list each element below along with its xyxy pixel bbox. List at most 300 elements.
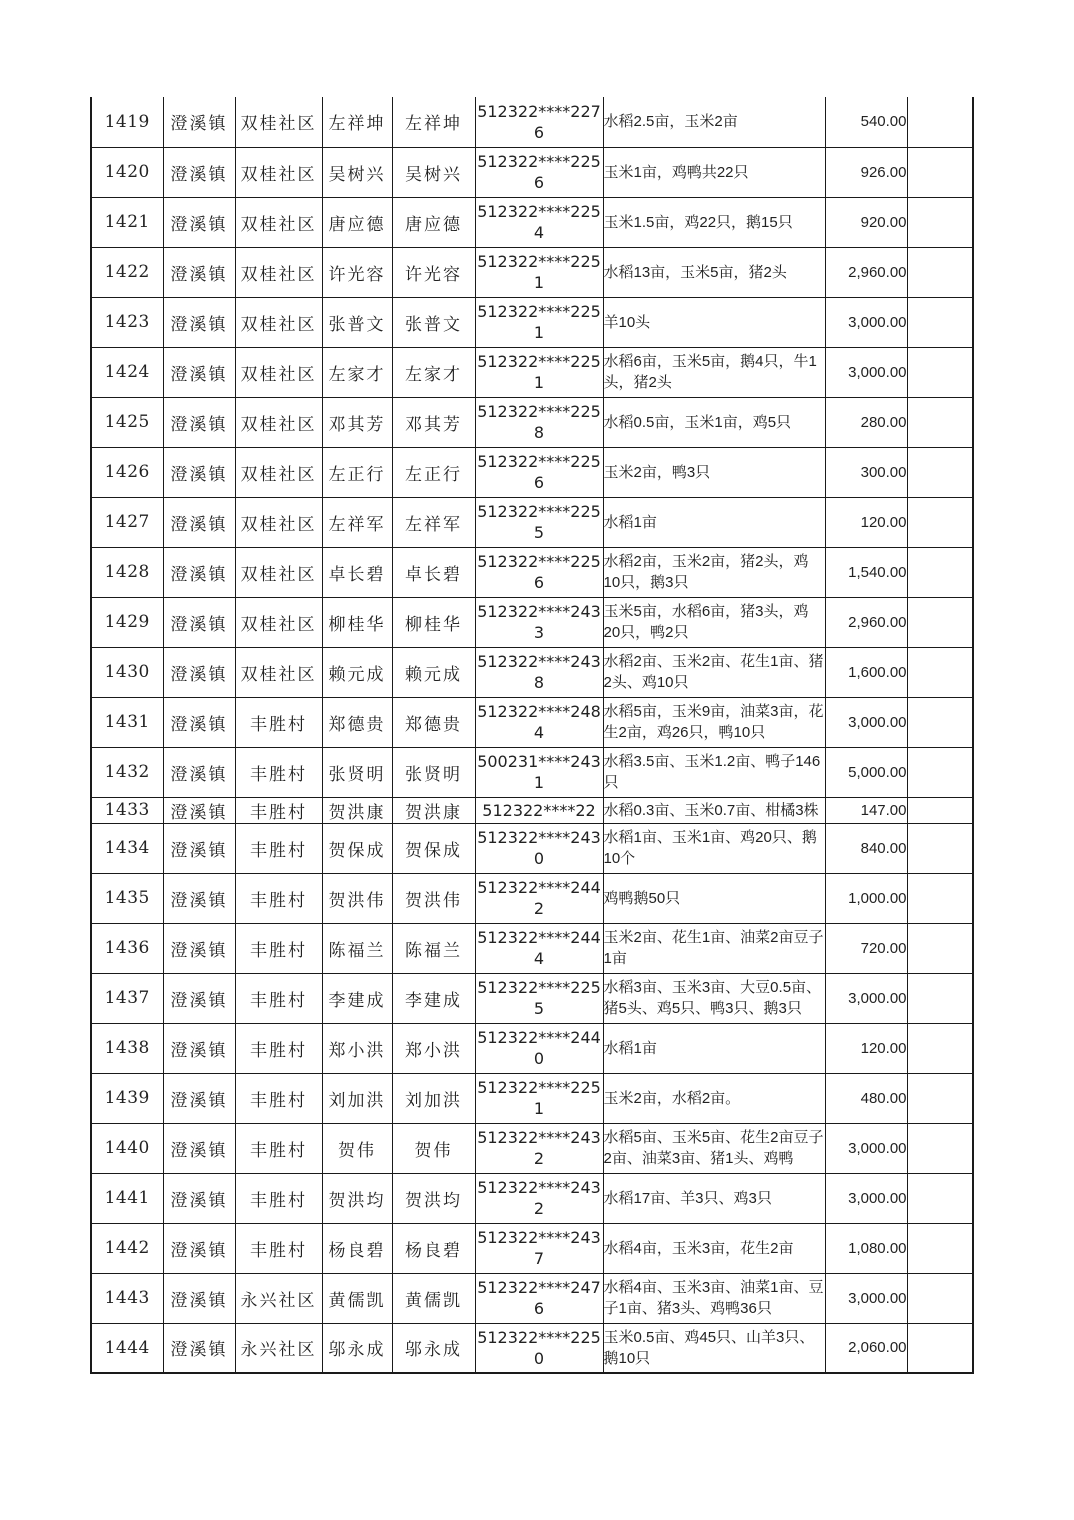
subsidy-amount-cell (825, 447, 907, 497)
id-number-cell-text: 512322****2476 (477, 1278, 601, 1318)
household-name-cell (322, 797, 392, 823)
subsidy-amount-cell-text: 926.00 (860, 163, 907, 181)
id-number-cell (475, 823, 603, 873)
id-number-cell (475, 1323, 603, 1373)
id-number-cell (475, 347, 603, 397)
payee-name-cell (392, 397, 475, 447)
town-cell-text: 澄溪镇 (170, 1290, 228, 1311)
id-number-cell (475, 973, 603, 1023)
village-cell (235, 97, 322, 147)
table-row (91, 1323, 973, 1373)
village-cell (235, 747, 322, 797)
household-name-cell (322, 747, 392, 797)
household-name-cell-text: 郑小洪 (328, 1040, 386, 1061)
town-cell-text: 澄溪镇 (170, 1140, 228, 1161)
row-number-text: 1428 (104, 562, 150, 582)
household-name-cell-text: 吴树兴 (328, 164, 386, 185)
town-cell-text: 澄溪镇 (170, 314, 228, 335)
subsidy-amount-cell (825, 923, 907, 973)
town-cell (163, 1023, 235, 1073)
household-name-cell-text: 卓长碧 (328, 564, 386, 585)
payee-name-cell (392, 197, 475, 247)
production-detail-cell-text: 水稻5亩、玉米5亩、花生2亩豆子2亩、油菜3亩、猪1头、鸡鸭 (603, 1129, 824, 1167)
household-name-cell-text: 贺洪伟 (328, 890, 386, 911)
town-cell-text: 澄溪镇 (170, 990, 228, 1011)
town-cell (163, 97, 235, 147)
town-cell-text: 澄溪镇 (170, 614, 228, 635)
payee-name-cell (392, 547, 475, 597)
table-row (91, 923, 973, 973)
town-cell (163, 797, 235, 823)
production-detail-cell (603, 797, 825, 823)
town-cell (163, 973, 235, 1023)
production-detail-cell (603, 1173, 825, 1223)
town-cell-text: 澄溪镇 (170, 114, 228, 135)
production-detail-cell-text: 玉米2亩，鸭3只 (603, 463, 711, 481)
payee-name-cell (392, 973, 475, 1023)
subsidy-amount-cell-text: 480.00 (860, 1089, 907, 1107)
village-cell-text: 双桂社区 (240, 314, 317, 335)
payee-name-cell (392, 797, 475, 823)
village-cell-text: 丰胜村 (250, 890, 307, 911)
town-cell-text: 澄溪镇 (170, 940, 228, 961)
row-number-text: 1434 (104, 838, 150, 858)
payee-name-cell-text: 杨良碧 (405, 1240, 462, 1261)
production-detail-cell-text: 水稻6亩，玉米5亩，鹅4只，牛1头，猪2头 (603, 353, 817, 391)
subsidy-amount-cell-text: 720.00 (860, 939, 907, 957)
row-number-text: 1437 (104, 988, 150, 1008)
id-number-cell (475, 597, 603, 647)
table-row (91, 647, 973, 697)
household-name-cell-text: 贺伟 (338, 1140, 376, 1161)
production-detail-cell-text: 玉米1.5亩，鸡22只，鹅15只 (603, 213, 793, 231)
payee-name-cell (392, 647, 475, 697)
payee-name-cell-text: 唐应德 (405, 214, 462, 235)
household-name-cell (322, 447, 392, 497)
household-name-cell (322, 823, 392, 873)
row-number (91, 147, 163, 197)
production-detail-cell (603, 247, 825, 297)
id-number-cell (475, 147, 603, 197)
payee-name-cell-text: 郑德贵 (405, 714, 462, 735)
row-number (91, 1173, 163, 1223)
row-number (91, 1123, 163, 1173)
id-number-cell (475, 697, 603, 747)
table-row (91, 823, 973, 873)
subsidy-amount-cell-text: 1,600.00 (848, 663, 907, 681)
household-name-cell-text: 贺洪康 (328, 802, 386, 823)
village-cell-text: 丰胜村 (250, 990, 307, 1011)
remarks-cell (907, 147, 973, 197)
village-cell (235, 347, 322, 397)
production-detail-cell-text: 水稻1亩 (603, 1039, 657, 1057)
production-detail-cell (603, 823, 825, 873)
remarks-cell (907, 647, 973, 697)
row-number (91, 797, 163, 823)
production-detail-cell (603, 597, 825, 647)
town-cell (163, 1173, 235, 1223)
table-row (91, 547, 973, 597)
town-cell (163, 1073, 235, 1123)
table-row (91, 747, 973, 797)
row-number-text: 1429 (104, 612, 150, 632)
payee-name-cell-text: 左祥坤 (405, 114, 462, 135)
remarks-cell (907, 797, 973, 823)
subsidy-amount-cell (825, 397, 907, 447)
subsidy-amount-cell-text: 2,960.00 (848, 613, 907, 631)
town-cell (163, 923, 235, 973)
row-number (91, 973, 163, 1023)
payee-name-cell (392, 923, 475, 973)
town-cell (163, 247, 235, 297)
subsidy-amount-cell-text: 120.00 (860, 1039, 907, 1057)
town-cell-text: 澄溪镇 (170, 1040, 228, 1061)
household-name-cell-text: 左正行 (328, 464, 386, 485)
production-detail-cell (603, 923, 825, 973)
id-number-cell-text: 512322****2440 (477, 1028, 601, 1068)
production-detail-cell-text: 水稻4亩、玉米3亩、油菜1亩、豆子1亩、猪3头、鸡鸭36只 (603, 1279, 824, 1317)
subsidy-amount-cell (825, 147, 907, 197)
payee-name-cell-text: 贺伟 (414, 1140, 453, 1161)
village-cell-text: 丰胜村 (250, 1090, 307, 1111)
subsidy-amount-cell (825, 497, 907, 547)
id-number-cell-text: 512322****2432 (477, 1178, 601, 1218)
remarks-cell (907, 597, 973, 647)
payee-name-cell (392, 1273, 475, 1323)
id-number-cell-text: 512322****2256 (477, 552, 601, 592)
subsidy-amount-cell (825, 1173, 907, 1223)
id-number-cell-text: 512322****2251 (477, 302, 601, 342)
remarks-cell (907, 747, 973, 797)
remarks-cell (907, 347, 973, 397)
village-cell (235, 547, 322, 597)
village-cell (235, 973, 322, 1023)
subsidy-amount-cell-text: 3,000.00 (848, 313, 907, 331)
id-number-cell (475, 1073, 603, 1123)
remarks-cell (907, 823, 973, 873)
town-cell (163, 297, 235, 347)
row-number (91, 823, 163, 873)
id-number-cell (475, 1173, 603, 1223)
town-cell (163, 1323, 235, 1373)
id-number-cell-text: 512322****2433 (477, 602, 601, 642)
subsidy-amount-cell-text: 147.00 (860, 801, 907, 819)
payee-name-cell (392, 447, 475, 497)
production-detail-cell (603, 297, 825, 347)
production-detail-cell (603, 1123, 825, 1173)
village-cell-text: 丰胜村 (250, 840, 307, 861)
payee-name-cell-text: 陈福兰 (405, 940, 462, 961)
household-name-cell (322, 1023, 392, 1073)
town-cell-text: 澄溪镇 (170, 764, 228, 785)
household-name-cell (322, 973, 392, 1023)
household-name-cell (322, 597, 392, 647)
subsidy-amount-cell-text: 1,540.00 (848, 563, 907, 581)
household-name-cell (322, 247, 392, 297)
row-number (91, 447, 163, 497)
village-cell (235, 147, 322, 197)
household-name-cell (322, 873, 392, 923)
village-cell-text: 双桂社区 (240, 464, 317, 485)
village-cell-text: 丰胜村 (250, 1140, 307, 1161)
id-number-cell-text: 512322****2251 (477, 352, 601, 392)
payee-name-cell (392, 1123, 475, 1173)
village-cell-text: 永兴社区 (240, 1340, 317, 1361)
village-cell (235, 247, 322, 297)
row-number (91, 247, 163, 297)
village-cell-text: 双桂社区 (240, 564, 317, 585)
production-detail-cell-text: 羊10头 (603, 313, 651, 331)
household-name-cell-text: 唐应德 (328, 214, 386, 235)
subsidy-amount-cell (825, 1023, 907, 1073)
payee-name-cell (392, 1173, 475, 1223)
row-number-text: 1443 (104, 1288, 150, 1308)
subsidy-amount-cell-text: 300.00 (860, 463, 907, 481)
production-detail-cell (603, 147, 825, 197)
town-cell-text: 澄溪镇 (170, 714, 228, 735)
household-name-cell-text: 黄儒凯 (328, 1290, 386, 1311)
production-detail-cell (603, 697, 825, 747)
remarks-cell (907, 97, 973, 147)
payee-name-cell-text: 张贤明 (405, 764, 462, 785)
household-name-cell-text: 郑德贵 (328, 714, 386, 735)
table-row (91, 797, 973, 823)
row-number (91, 397, 163, 447)
production-detail-cell (603, 1323, 825, 1373)
payee-name-cell (392, 1323, 475, 1373)
payee-name-cell-text: 贺保成 (405, 840, 462, 861)
row-number-text: 1435 (104, 888, 150, 908)
row-number-text: 1439 (104, 1088, 150, 1108)
village-cell-text: 双桂社区 (240, 514, 317, 535)
village-cell-text: 双桂社区 (240, 164, 317, 185)
id-number-cell (475, 197, 603, 247)
table-row (91, 1173, 973, 1223)
town-cell-text: 澄溪镇 (170, 414, 228, 435)
town-cell-text: 澄溪镇 (170, 664, 228, 685)
row-number (91, 347, 163, 397)
village-cell-text: 永兴社区 (240, 1290, 317, 1311)
village-cell-text: 双桂社区 (240, 414, 317, 435)
household-name-cell-text: 左家才 (328, 364, 386, 385)
payee-name-cell (392, 497, 475, 547)
id-number-cell-text: 512322****2251 (477, 252, 601, 292)
row-number-text: 1431 (104, 712, 150, 732)
remarks-cell (907, 1123, 973, 1173)
subsidy-amount-cell-text: 3,000.00 (848, 989, 907, 1007)
household-name-cell-text: 李建成 (328, 990, 386, 1011)
id-number-cell-text: 512322****22 (482, 800, 596, 820)
row-number-text: 1425 (104, 412, 150, 432)
subsidy-amount-cell (825, 1073, 907, 1123)
id-number-cell (475, 1273, 603, 1323)
row-number-text: 1436 (104, 938, 150, 958)
household-name-cell-text: 左祥军 (328, 514, 386, 535)
town-cell-text: 澄溪镇 (170, 1340, 228, 1361)
remarks-cell (907, 1173, 973, 1223)
household-name-cell (322, 347, 392, 397)
row-number (91, 497, 163, 547)
payee-name-cell-text: 左祥军 (405, 514, 462, 535)
production-detail-cell-text: 水稻13亩，玉米5亩，猪2头 (603, 263, 787, 281)
production-detail-cell-text: 水稻2亩、玉米2亩、花生1亩、猪2头、鸡10只 (603, 653, 824, 691)
subsidy-amount-cell-text: 2,060.00 (848, 1339, 907, 1357)
subsidy-amount-cell-text: 920.00 (860, 213, 907, 231)
production-detail-cell-text: 水稻2亩，玉米2亩，猪2头，鸡10只，鹅3只 (603, 553, 809, 591)
payee-name-cell (392, 1223, 475, 1273)
household-name-cell-text: 许光容 (328, 264, 386, 285)
payee-name-cell-text: 张普文 (405, 314, 462, 335)
subsidy-amount-cell (825, 347, 907, 397)
id-number-cell (475, 1023, 603, 1073)
production-detail-cell-text: 玉米0.5亩、鸡45只、山羊3只、鹅10只 (603, 1328, 815, 1367)
row-number (91, 97, 163, 147)
remarks-cell (907, 697, 973, 747)
subsidy-amount-cell-text: 2,960.00 (848, 263, 907, 281)
remarks-cell (907, 1323, 973, 1373)
payee-name-cell (392, 747, 475, 797)
village-cell (235, 1173, 322, 1223)
town-cell-text: 澄溪镇 (170, 564, 228, 585)
village-cell-text: 丰胜村 (250, 940, 307, 961)
payee-name-cell (392, 1073, 475, 1123)
production-detail-cell (603, 497, 825, 547)
id-number-cell-text: 512322****2251 (477, 1078, 601, 1118)
town-cell-text: 澄溪镇 (170, 164, 228, 185)
id-number-cell-text: 512322****2430 (477, 828, 601, 868)
payee-name-cell (392, 1023, 475, 1073)
row-number-text: 1432 (104, 762, 150, 782)
id-number-cell-text: 512322****2256 (477, 452, 601, 492)
payee-name-cell-text: 邬永成 (405, 1340, 462, 1361)
subsidy-amount-cell-text: 3,000.00 (848, 1139, 907, 1157)
remarks-cell (907, 1273, 973, 1323)
town-cell-text: 澄溪镇 (170, 514, 228, 535)
payee-name-cell-text: 贺洪康 (405, 802, 462, 823)
payee-name-cell (392, 597, 475, 647)
subsidy-amount-cell (825, 1273, 907, 1323)
village-cell (235, 397, 322, 447)
village-cell-text: 丰胜村 (250, 1040, 307, 1061)
table-row (91, 297, 973, 347)
household-name-cell (322, 97, 392, 147)
village-cell-text: 丰胜村 (250, 1190, 307, 1211)
row-number-text: 1426 (104, 462, 150, 482)
table-row (91, 1123, 973, 1173)
table-row (91, 197, 973, 247)
production-detail-cell (603, 97, 825, 147)
subsidy-amount-cell-text: 3,000.00 (848, 713, 907, 731)
payee-name-cell-text: 贺洪均 (405, 1190, 462, 1211)
subsidy-amount-cell-text: 120.00 (860, 513, 907, 531)
row-number (91, 197, 163, 247)
id-number-cell-text: 512322****2258 (477, 402, 601, 442)
village-cell-text: 丰胜村 (250, 764, 307, 785)
town-cell (163, 873, 235, 923)
household-name-cell-text: 张贤明 (328, 764, 386, 785)
table-row (91, 147, 973, 197)
village-cell (235, 447, 322, 497)
row-number (91, 1273, 163, 1323)
row-number (91, 647, 163, 697)
row-number-text: 1438 (104, 1038, 150, 1058)
production-detail-cell-text: 水稻4亩，玉米3亩，花生2亩 (603, 1239, 794, 1257)
row-number-text: 1419 (104, 111, 150, 132)
town-cell (163, 197, 235, 247)
production-detail-cell-text: 水稻1亩 (603, 513, 657, 531)
subsidy-amount-cell-text: 280.00 (860, 413, 907, 431)
production-detail-cell (603, 197, 825, 247)
id-number-cell (475, 747, 603, 797)
id-number-cell-text: 512322****2437 (477, 1228, 601, 1268)
payee-name-cell-text: 吴树兴 (405, 164, 462, 185)
village-cell (235, 297, 322, 347)
village-cell (235, 923, 322, 973)
household-name-cell (322, 1223, 392, 1273)
row-number (91, 697, 163, 747)
production-detail-cell-text: 水稻3亩、玉米3亩、大豆0.5亩、猪5头、鸡5只、鸭3只、鹅3只 (603, 979, 822, 1017)
town-cell-text: 澄溪镇 (170, 1190, 228, 1211)
table-row (91, 447, 973, 497)
row-number (91, 597, 163, 647)
village-cell-text: 丰胜村 (250, 1240, 307, 1261)
id-number-cell-text: 512322****2484 (477, 702, 601, 742)
payee-name-cell-text: 郑小洪 (405, 1040, 462, 1061)
subsidy-amount-cell-text: 3,000.00 (848, 1189, 907, 1207)
household-name-cell (322, 397, 392, 447)
town-cell (163, 647, 235, 697)
row-number-text: 1441 (104, 1188, 150, 1208)
payee-name-cell (392, 297, 475, 347)
village-cell-text: 双桂社区 (240, 214, 317, 235)
village-cell (235, 697, 322, 747)
household-name-cell (322, 1173, 392, 1223)
payee-name-cell-text: 许光容 (405, 264, 462, 285)
village-cell (235, 647, 322, 697)
remarks-cell (907, 1023, 973, 1073)
village-cell-text: 双桂社区 (240, 614, 317, 635)
subsidy-amount-cell (825, 797, 907, 823)
production-detail-cell (603, 1273, 825, 1323)
production-detail-cell (603, 747, 825, 797)
payee-name-cell (392, 823, 475, 873)
village-cell (235, 497, 322, 547)
town-cell (163, 347, 235, 397)
production-detail-cell-text: 水稻0.5亩，玉米1亩，鸡5只 (603, 413, 792, 431)
id-number-cell-text: 512322****2250 (477, 1327, 601, 1368)
subsidy-amount-cell (825, 1223, 907, 1273)
production-detail-cell-text: 玉米2亩，水稻2亩。 (603, 1089, 741, 1107)
production-detail-cell-text: 水稻1亩、玉米1亩、鸡20只、鹅10个 (603, 829, 817, 867)
production-detail-cell (603, 647, 825, 697)
row-number-text: 1423 (104, 312, 150, 332)
remarks-cell (907, 973, 973, 1023)
id-number-cell-text: 500231****2431 (477, 752, 601, 792)
subsidy-amount-cell (825, 547, 907, 597)
subsidy-amount-cell (825, 1323, 907, 1373)
production-detail-cell-text: 玉米2亩、花生1亩、油菜2亩豆子1亩 (603, 929, 824, 967)
production-detail-cell-text: 水稻3.5亩、玉米1.2亩、鸭子146只 (603, 753, 821, 791)
town-cell (163, 597, 235, 647)
table-row (91, 1073, 973, 1123)
village-cell (235, 823, 322, 873)
production-detail-cell-text: 水稻0.3亩、玉米0.7亩、柑橘3株 (603, 801, 819, 819)
row-number-text: 1424 (104, 362, 150, 382)
table-row (91, 497, 973, 547)
production-detail-cell-text: 鸡鸭鹅50只 (603, 889, 681, 907)
remarks-cell (907, 297, 973, 347)
row-number (91, 1323, 163, 1373)
